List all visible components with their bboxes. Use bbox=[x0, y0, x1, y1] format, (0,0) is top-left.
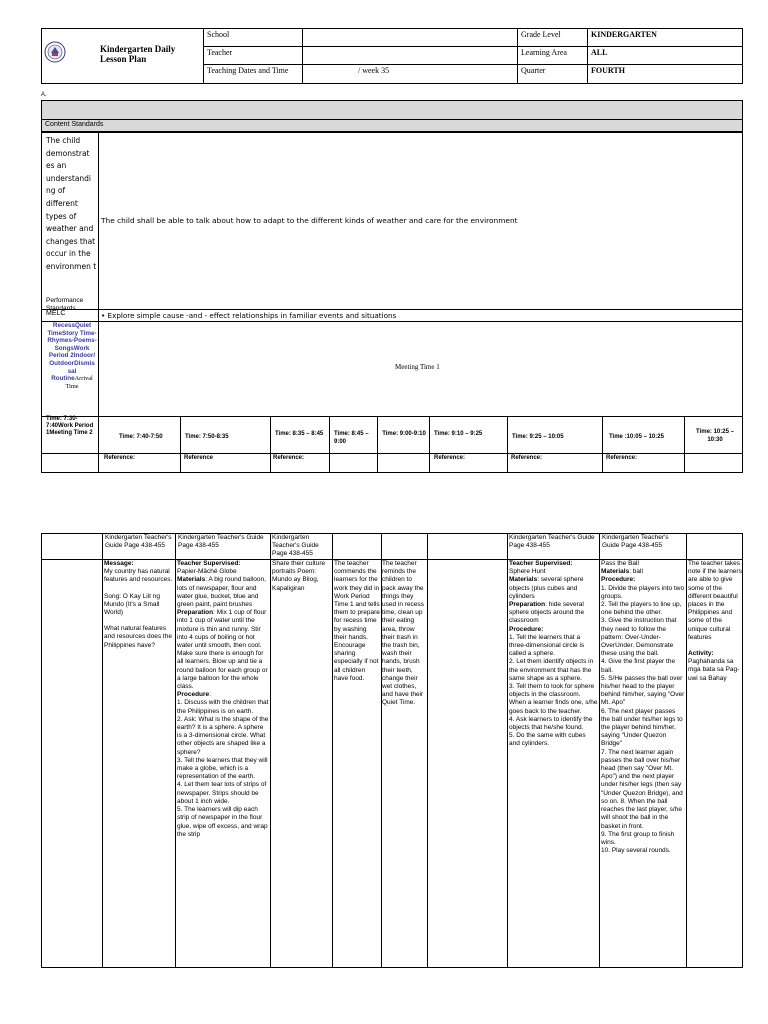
section-header-bar bbox=[41, 100, 743, 120]
time-cell: Time: 7:50-8:35 bbox=[185, 434, 229, 440]
header-table bbox=[41, 28, 743, 84]
teacher-label: Teacher bbox=[204, 46, 303, 65]
learning-area-value: ALL bbox=[588, 46, 743, 65]
time-cell: Time: 9:25 – 10:05 bbox=[512, 434, 564, 440]
meeting-time-label: Meeting Time 1 bbox=[395, 363, 440, 371]
quarter-label: Quarter bbox=[518, 65, 588, 84]
performance-standard-text: The child shall be able to talk about how to adapt to the different kinds of weather and care for the environment bbox=[101, 216, 518, 225]
quarter-value: FOURTH bbox=[588, 65, 743, 84]
learning-area-label: Learning Area bbox=[518, 46, 588, 65]
pass-the-ball-column: Pass the Ball Materials: ball Procedure: 1. Divide the players into two groups. 2. Tell the players to line up, one behind the other. 3. Give the instruction that they need to follow the pattern: Over-Under-OverUnder. Demonstrate these using the ball. 4. Give the first player the ball. 5. S/He passes the ball over his/her head to the player behind him/her, saying "Over Mt. Apo" 6. The next player passes the ball under his/her legs to the player behind him/her, saying "Under Quezon Bridge" 7. The next learner again passes the ball over his/her head (then say "Over Mt. Apo") and the next player under his/her legs (then say "Under Quezon Bridge), and so on. 8. When the ball reaches the last player, s/he will shoot the ball in the basket in front. 9. The first group to finish wins. 10. Play several rounds. bbox=[601, 560, 685, 855]
time-cell: Time: 9:00-9:10 bbox=[382, 431, 426, 437]
school-value bbox=[303, 29, 518, 47]
time-cell: Time: 9:10 – 9:25 bbox=[434, 431, 483, 437]
reference-cell: Reference: bbox=[434, 455, 466, 461]
dismissal-column: The teacher takes note if the learners are able to give some of the different beautiful places in the Philippines and some of the unique cultural features Activity: Paghahanda sa mga bata sa Pag-uwi sa Bahay bbox=[688, 560, 742, 682]
teachers-guide-ref: Kindergarten Teacher's Guide Page 438-455 bbox=[602, 534, 669, 549]
section-marker: A. bbox=[41, 92, 47, 98]
reference-cell: Reference: bbox=[104, 455, 136, 461]
teachers-guide-ref: Kindergarten Teacher's Guide Page 438-455 bbox=[509, 534, 595, 549]
time-cell: Time :10:05 – 10:25 bbox=[609, 434, 664, 440]
content-standards-label: Content Standards bbox=[45, 121, 104, 128]
title-cell bbox=[42, 29, 204, 84]
grade-level-label: Grade Level bbox=[518, 29, 588, 47]
activities-table bbox=[41, 533, 743, 968]
message-column: Message: My country has natural features and resources. Song: O Kay Liit ng Mundo (It's a Small World) What natural features and resources does the Philippines have? bbox=[104, 560, 173, 649]
teachers-guide-ref: Kindergarten Teacher's Guide Page 438-455 bbox=[178, 534, 264, 549]
melc-label: MELC bbox=[46, 310, 66, 317]
deped-seal-icon bbox=[44, 41, 66, 63]
time-cell: Time: 8:45 – 9:00 bbox=[334, 431, 369, 445]
teaching-dates-value: / week 35 bbox=[303, 65, 518, 84]
reference-cell: Reference: bbox=[606, 455, 638, 461]
grade-level-value: KINDERGARTEN bbox=[588, 29, 743, 47]
teacher-value bbox=[303, 46, 518, 65]
school-label: School bbox=[204, 29, 303, 47]
performance-standards-label: Performance Standards bbox=[46, 297, 84, 312]
standards-table bbox=[41, 132, 743, 473]
recess-column: The teacher commends the learners for the work they did in Work Period Time 1 and tells them to prepare for recess time by washing their hands. Encourage sharing especially if not all children have food. bbox=[334, 560, 380, 682]
quiet-time-column: The teacher reminds the children to pack away the things they used in recess time, clean up their eating area, throw their trash in the trash bin, wash their hands, brush their teeth, change their wet clothes, and have their Quiet Time. bbox=[382, 560, 424, 707]
time-cell: Time: 8:35 – 8:45 bbox=[275, 431, 324, 437]
globe-activity-column: Teacher Supervised: Papier-Mâché Globe Materials: A big round balloon, lots of newspaper, flour and water glue, bucket, blue and green paint, paint brushes Preparation: Mix 1 cup of flour into 1 cup of water until the mixture is thin and runny. Stir into 4 cups of boiling or hot water until smooth, then cool. Make sure there is enough for all learners. Blow up and tie a round balloon for each group or a large balloon for the whole class. Procedure: 1. Discuss with the children that the Philippines is on earth. 2. Ask: What is the shape of the earth? It is a sphere. A sphere is a 3-dimensional circle. What other objects are shaped like a sphere? 3. Tell the learners that they will make a globe, which is a representation of the earth. 4. Let them tear lots of strips of newspaper. Strips should be about 1 inch wide. 5. The learners will dip each strip of newspaper in the flour glue, wipe off excess, and wrap the strip bbox=[177, 560, 269, 838]
melc-text: • Explore simple cause -and - effect relationships in familiar events and situations bbox=[101, 311, 397, 320]
schedule-stack: RecessQuiet TimeStory Time-Rhymes-Poems-SongsWork Period 2Indoor/ OutdoorDismis sal RoutineArrival Time bbox=[47, 322, 97, 390]
teaching-dates-label: Teaching Dates and Time bbox=[204, 65, 303, 84]
content-standards-bar bbox=[41, 120, 743, 132]
reference-cell: Reference: bbox=[273, 455, 305, 461]
culture-column: Share their culture portraits Poem: Mundo ay Bilog, Kapaligiran bbox=[272, 560, 326, 592]
teachers-guide-ref: Kindergarten Teacher's Guide Page 438-455 bbox=[272, 534, 319, 557]
reference-cell: Reference: bbox=[511, 455, 543, 461]
reference-cell: Reference bbox=[184, 455, 214, 461]
time-first: Time: 7:30-7:40Work Period 1Meeting Time 2 bbox=[46, 416, 94, 437]
time-cell: Time: 10:25 – 10:30 bbox=[696, 429, 734, 443]
content-standard-text: The child demonstrat es an understandi ng of different types of weather and changes that occur in the environmen t bbox=[46, 136, 97, 271]
teachers-guide-ref: Kindergarten Teacher's Guide Page 438-455 bbox=[105, 534, 172, 549]
page-title: Kindergarten Daily Lesson Plan bbox=[100, 44, 176, 64]
sphere-hunt-column: Teacher Supervised: Sphere Hunt Materials: several sphere objects (plus cubes and cylinders Preparation: hide several sphere objects around the classroom Procedure: 1. Tell the learners that a three-dimensional circle is called a sphere. 2. Let them identify objects in the environment that has the same shape as a sphere. 3. Tell them to look for sphere objects in the classroom. When a learner finds one, s/he goes back to the teacher. 4. Ask learners to identify the objects that he/she found. 5. Do the same with cubes and cylinders. bbox=[509, 560, 598, 748]
time-cell: Time: 7:40-7:50 bbox=[119, 434, 163, 440]
